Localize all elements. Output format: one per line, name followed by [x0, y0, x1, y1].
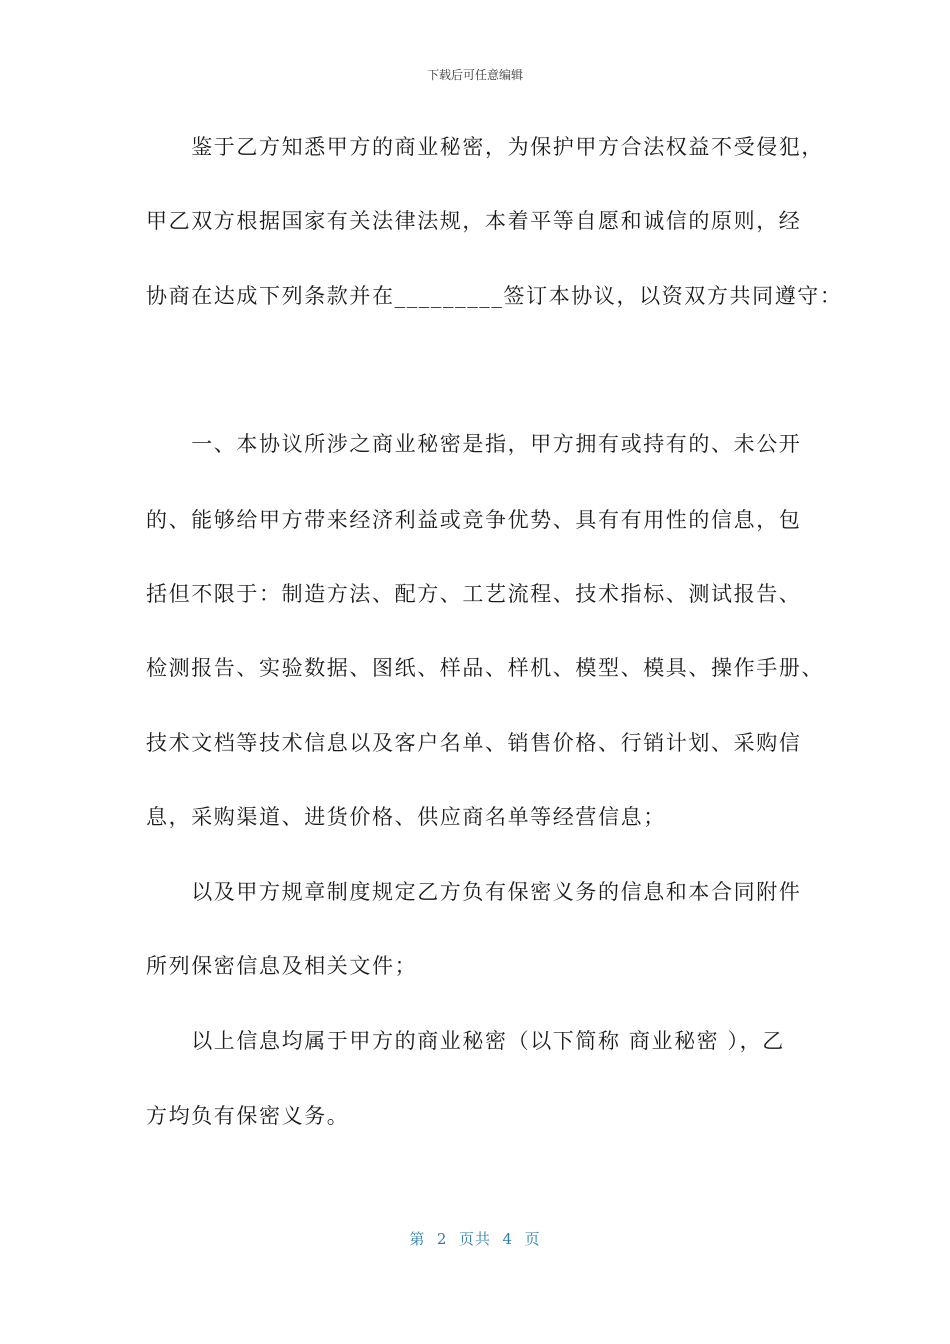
body-line-12: 以上信息均属于甲方的商业秘密（以下简称 商业秘密 ），乙 [146, 1029, 785, 1053]
page-header: 下载后可任意编辑 [426, 68, 523, 82]
body-line-1: 鉴于乙方知悉甲方的商业秘密，为保护甲方合法权益不受侵犯， [146, 135, 824, 159]
body-line-11: 所列保密信息及相关文件； [146, 954, 418, 978]
page-number-footer: 第 2 页共 4 页 [409, 1230, 541, 1248]
body-line-13: 方均负有保密义务。 [146, 1104, 350, 1128]
body-line-4: 一、本协议所涉之商业秘密是指，甲方拥有或持有的、未公开 [146, 432, 802, 456]
body-line-9: 息，采购渠道、进货价格、供应商名单等经营信息； [146, 805, 666, 829]
body-line-7: 检测报告、实验数据、图纸、样品、样机、模型、模具、操作手册、 [146, 656, 824, 680]
body-line-6: 括但不限于：制造方法、配方、工艺流程、技术指标、测试报告、 [146, 582, 802, 606]
body-line-2: 甲乙双方根据国家有关法律法规，本着平等自愿和诚信的原则，经 [146, 209, 802, 233]
body-line-3: 协商在达成下列条款并在_________签订本协议，以资双方共同遵守： [146, 284, 843, 308]
body-line-5: 的、能够给甲方带来经济利益或竞争优势、具有有用性的信息，包 [146, 508, 802, 532]
body-line-8: 技术文档等技术信息以及客户名单、销售价格、行销计划、采购信 [146, 731, 802, 755]
body-line-10: 以及甲方规章制度规定乙方负有保密义务的信息和本合同附件 [146, 880, 802, 904]
